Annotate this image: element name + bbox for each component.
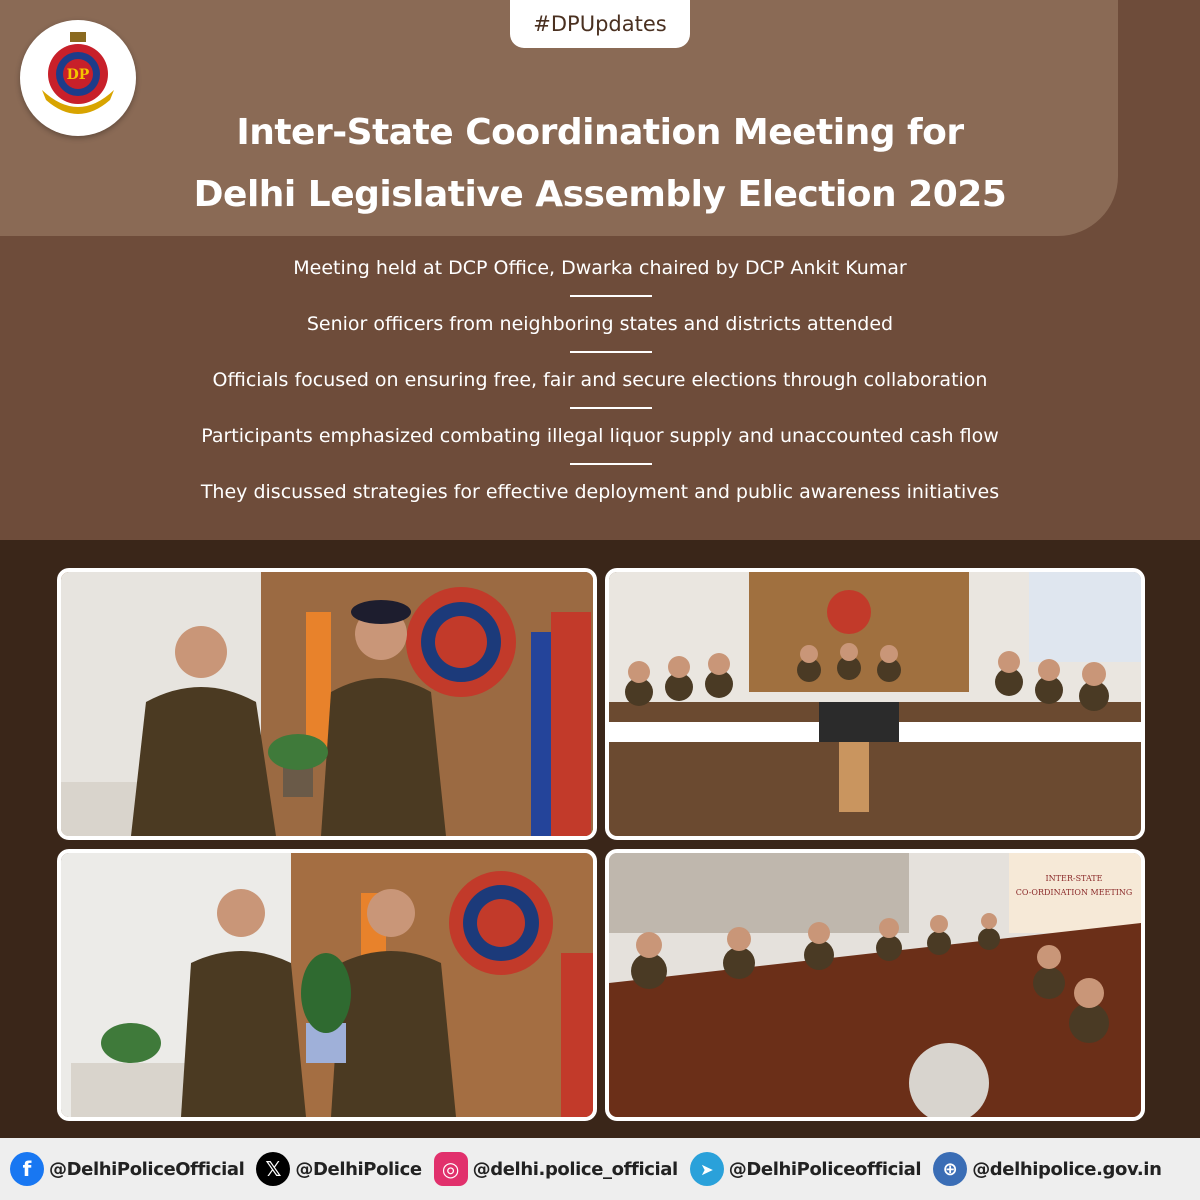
photo-meeting-room-2 bbox=[605, 849, 1145, 1121]
photo-plant-handover-1 bbox=[57, 568, 597, 840]
divider bbox=[570, 407, 652, 409]
point-4: Participants emphasized combating illegal liquor supply and unaccounted cash flow bbox=[201, 425, 999, 447]
divider bbox=[570, 463, 652, 465]
point-5: They discussed strategies for effective deployment and public awareness initiatives bbox=[200, 481, 1000, 503]
divider bbox=[570, 295, 652, 297]
social-footer bbox=[0, 1138, 1200, 1200]
svg-text:DP: DP bbox=[66, 67, 90, 83]
instagram-handle: @delhi.police_official bbox=[472, 1158, 678, 1180]
telegram-icon: ➤ bbox=[690, 1152, 724, 1186]
hashtag-badge: #DPUpdates bbox=[510, 0, 690, 48]
instagram-link[interactable] bbox=[434, 1152, 678, 1186]
instagram-icon: ◎ bbox=[434, 1152, 468, 1186]
facebook-icon: f bbox=[10, 1152, 44, 1186]
website-handle: @delhipolice.gov.in bbox=[972, 1158, 1162, 1180]
telegram-handle: @DelhiPoliceofficial bbox=[728, 1158, 922, 1180]
page-title-line-1: Inter-State Coordination Meeting for bbox=[236, 112, 964, 153]
presentation-screen-text-2: CO-ORDINATION MEETING bbox=[1015, 888, 1133, 897]
x-handle: @DelhiPolice bbox=[295, 1158, 422, 1180]
point-1: Meeting held at DCP Office, Dwarka chaired by DCP Ankit Kumar bbox=[293, 257, 907, 279]
point-2: Senior officers from neighboring states and districts attended bbox=[306, 313, 894, 335]
photo-plant-handover-2 bbox=[57, 849, 597, 1121]
telegram-link[interactable] bbox=[690, 1152, 921, 1186]
facebook-link[interactable] bbox=[10, 1152, 244, 1186]
photo-meeting-room-1 bbox=[605, 568, 1145, 840]
globe-icon: ⊕ bbox=[933, 1152, 967, 1186]
x-icon: 𝕏 bbox=[256, 1152, 290, 1186]
website-link[interactable] bbox=[933, 1152, 1161, 1186]
divider bbox=[570, 351, 652, 353]
page-title-line-2: Delhi Legislative Assembly Election 2025 bbox=[193, 174, 1007, 215]
point-3: Officials focused on ensuring free, fair and secure elections through collaboration bbox=[212, 369, 988, 391]
facebook-handle: @DelhiPoliceOfficial bbox=[49, 1158, 245, 1180]
presentation-screen-text-1: INTER-STATE bbox=[1045, 874, 1103, 883]
x-link[interactable] bbox=[256, 1152, 421, 1186]
